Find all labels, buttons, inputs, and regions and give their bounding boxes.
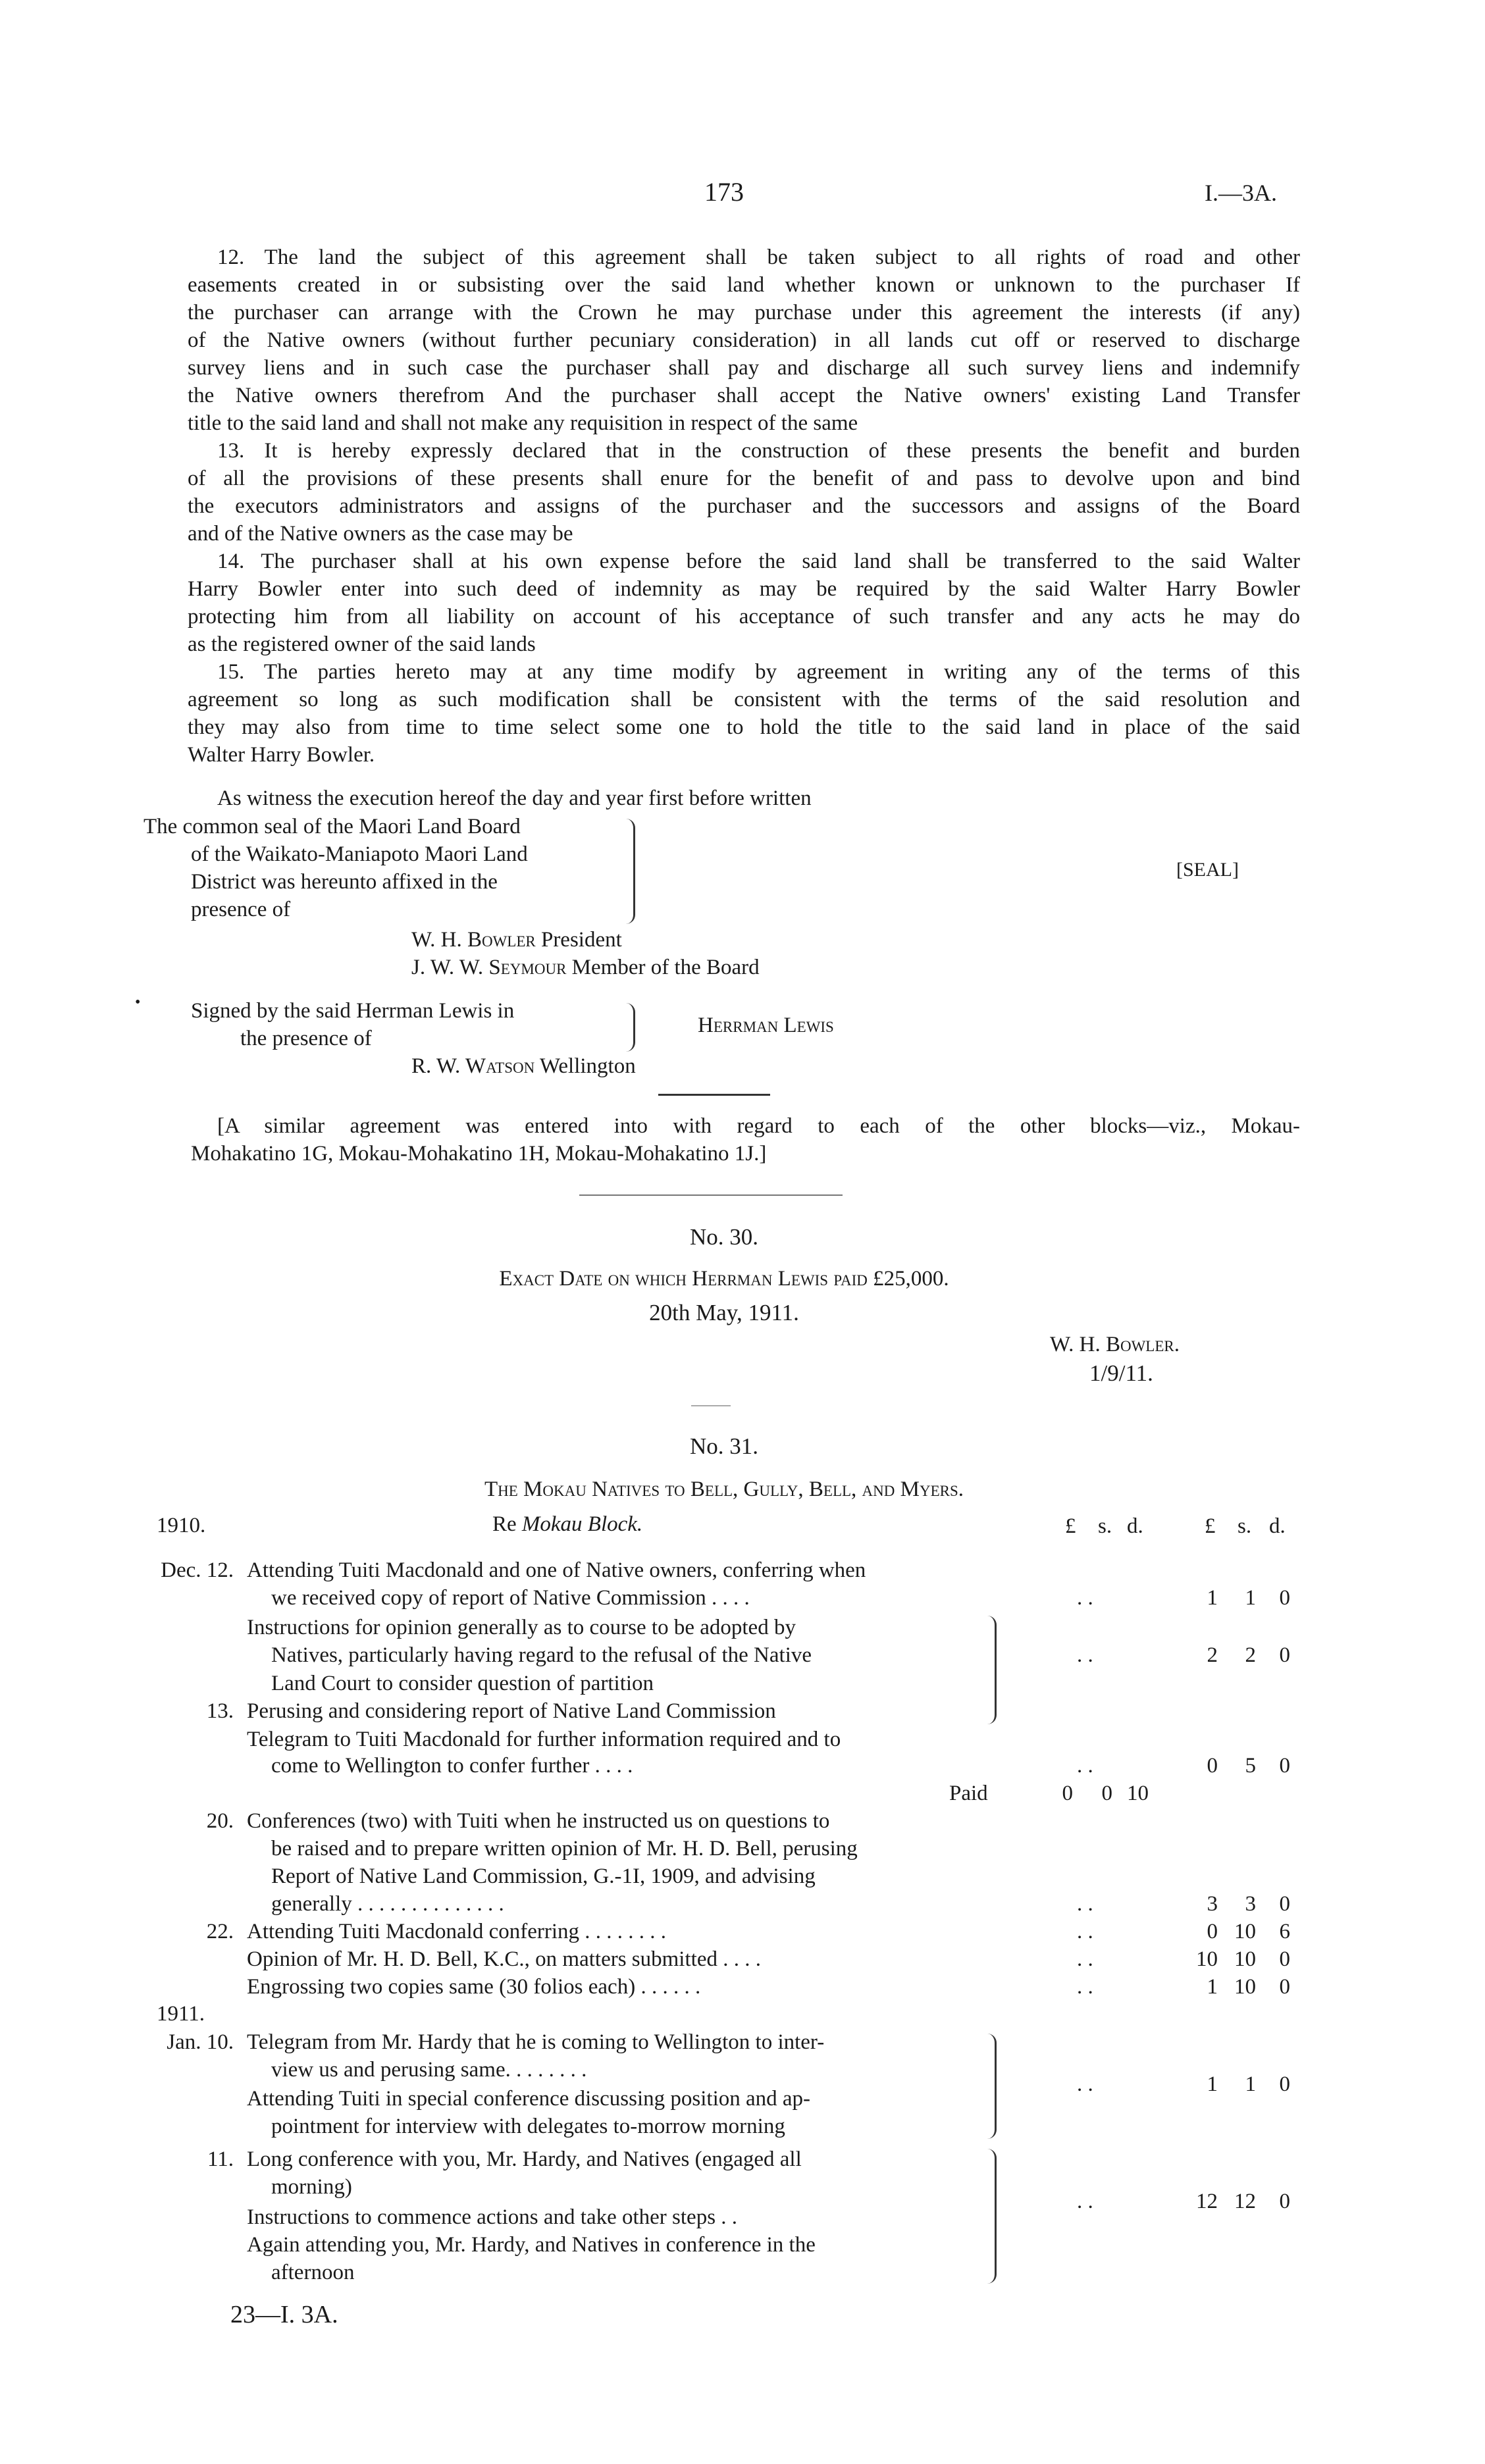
signed-brace bbox=[624, 1003, 635, 1052]
entry-text-line: Land Court to consider question of partition bbox=[271, 1672, 654, 1695]
clause-line: the executors administrators and assigns of the purchaser and the successors and assigns of the Board bbox=[188, 494, 1300, 518]
column-header: d. bbox=[1127, 1514, 1143, 1538]
entry-text-line: Perusing and considering report of Native Land Commission bbox=[247, 1699, 776, 1723]
entry-text-line: be raised and to prepare written opinion of Mr. H. D. Bell, perusing bbox=[271, 1837, 858, 1861]
clause-line: title to the said land and shall not make any requisition in respect of the same bbox=[188, 411, 858, 435]
amount-value: 0 bbox=[1279, 1975, 1290, 1999]
entry-text-line: Report of Native Land Commission, G.-1I, 1909, and advising bbox=[271, 1864, 816, 1888]
entry-text-line: Telegram to Tuiti Macdonald for further information required and to bbox=[247, 1728, 841, 1751]
signatory-role: President bbox=[540, 928, 622, 952]
entry-brace bbox=[985, 2034, 997, 2139]
amount-value: 10 bbox=[1196, 1947, 1218, 1971]
amount-value: 1 bbox=[1245, 2072, 1256, 2096]
entry-text-line: Attending Tuiti Macdonald and one of Native owners, conferring when bbox=[247, 1558, 866, 1582]
signatory-president bbox=[411, 928, 622, 952]
entry-text-line: pointment for interview with delegates to-morrow morning bbox=[271, 2115, 785, 2138]
year-1911: 1911. bbox=[157, 2002, 205, 2026]
entry-brace bbox=[985, 2149, 997, 2284]
clause-line: of the Native owners (without further pecuniary consideration) in all lands cut off or reserved to discharge bbox=[188, 328, 1300, 352]
amount-value: 1 bbox=[1207, 1586, 1218, 1610]
signatory-name: W. H. Bowler bbox=[411, 928, 536, 952]
dots: . . bbox=[1077, 2190, 1093, 2213]
clause-line: 15. The parties hereto may at any time modify by agreement in writing any of the terms of this bbox=[217, 660, 1300, 684]
section-divider bbox=[691, 1405, 731, 1406]
no30-date: 20th May, 1911. bbox=[649, 1300, 799, 1325]
entry-brace bbox=[985, 1616, 997, 1724]
no30-title: Exact Date on which Herrman Lewis paid £25,000. bbox=[499, 1267, 949, 1291]
witness-place: Wellington bbox=[539, 1054, 636, 1078]
block-name: Mokau Block. bbox=[521, 1512, 643, 1536]
entry-text-line: Natives, particularly having regard to the refusal of the Native bbox=[271, 1643, 812, 1667]
clause-line: they may also from time to time select some one to hold the title to the said land in place of the said bbox=[188, 715, 1300, 739]
amount-value: 12 bbox=[1234, 2190, 1256, 2213]
clause-line: of all the provisions of these presents shall enure for the benefit of and pass to devolve upon and bind bbox=[188, 467, 1300, 490]
re-block: Re Mokau Block. bbox=[492, 1512, 643, 1536]
entry-text-line: generally . . . . . . . . . . . . . . bbox=[271, 1892, 504, 1916]
section-divider bbox=[658, 1094, 770, 1096]
signature-mark: 23—I. 3A. bbox=[230, 2301, 338, 2328]
clause-line: as the registered owner of the said lands bbox=[188, 632, 536, 656]
column-header: £ bbox=[1205, 1514, 1216, 1538]
witness-line: As witness the execution hereof the day and year first before written bbox=[217, 786, 812, 810]
witness-signature bbox=[411, 1054, 636, 1079]
entry-text-line: Attending Tuiti in special conference discussing position and ap- bbox=[247, 2087, 811, 2111]
entry-text-line: morning) bbox=[271, 2175, 352, 2199]
no30-heading: No. 30. bbox=[689, 1224, 759, 1250]
no30-signer: W. H. Bowler. bbox=[1050, 1333, 1180, 1356]
entry-date: Jan. 10. bbox=[167, 2030, 234, 2054]
amount-value: 3 bbox=[1245, 1892, 1256, 1916]
amount-value: 1 bbox=[1207, 2072, 1218, 2096]
entry-text-line: Conferences (two) with Tuiti when he instructed us on questions to bbox=[247, 1809, 830, 1833]
entry-text-line: Attending Tuiti Macdonald conferring . . . . . . . . bbox=[247, 1920, 667, 1943]
amount-value: 0 bbox=[1279, 2190, 1290, 2213]
section-divider bbox=[579, 1194, 843, 1196]
amount-value: 2 bbox=[1245, 1643, 1256, 1667]
amount-value: 0 bbox=[1279, 1586, 1290, 1610]
column-header: d. bbox=[1269, 1514, 1286, 1538]
signatory-role: Member of the Board bbox=[571, 956, 760, 979]
no31-heading: No. 31. bbox=[689, 1433, 759, 1459]
entry-date: Dec. 12. bbox=[161, 1558, 234, 1582]
seal-text-line: presence of bbox=[191, 898, 291, 921]
signatory-member bbox=[411, 956, 760, 980]
entry-text-line: afternoon bbox=[271, 2261, 355, 2284]
entry-date: 11. bbox=[207, 2147, 234, 2171]
dots: . . bbox=[1077, 1754, 1093, 1778]
column-header: s. bbox=[1098, 1514, 1112, 1538]
amount-value: 0 bbox=[1279, 2072, 1290, 2096]
seal-text-line: District was hereunto affixed in the bbox=[191, 870, 498, 894]
amount-value: 1 bbox=[1245, 1586, 1256, 1610]
dots: . . bbox=[1077, 1975, 1093, 1999]
dots: . . bbox=[1077, 1892, 1093, 1916]
signed-text-line: Signed by the said Herrman Lewis in bbox=[191, 999, 515, 1023]
clause-line: the purchaser can arrange with the Crown he may purchase under this agreement the interests (if any) bbox=[188, 301, 1300, 324]
amount-value: 3 bbox=[1207, 1892, 1218, 1916]
dots: . . bbox=[1077, 1920, 1093, 1943]
column-header: s. bbox=[1238, 1514, 1252, 1538]
entry-date: 22. bbox=[206, 1920, 234, 1943]
signature-herrman-lewis: Herrman Lewis bbox=[698, 1014, 834, 1037]
clause-line: easements created in or subsisting over the said land whether known or unknown to the purchaser If bbox=[188, 273, 1300, 297]
entry-text-line: Engrossing two copies same (30 folios each) . . . . . . bbox=[247, 1975, 701, 1999]
entry-text-line: Again attending you, Mr. Hardy, and Natives in conference in the bbox=[247, 2233, 816, 2257]
witness-name: R. W. Watson bbox=[411, 1054, 535, 1078]
column-header: £ bbox=[1065, 1514, 1076, 1538]
amount-value: 10 bbox=[1234, 1920, 1256, 1943]
clause-line: and of the Native owners as the case may be bbox=[188, 522, 573, 546]
amount-value: 5 bbox=[1245, 1754, 1256, 1778]
clause-line: agreement so long as such modification shall be consistent with the terms of the said resolution and bbox=[188, 688, 1300, 711]
amount-value: 0 bbox=[1279, 1947, 1290, 1971]
clause-line: survey liens and in such case the purchaser shall pay and discharge all such survey liens and indemnify bbox=[188, 356, 1300, 380]
amount-value: 1 bbox=[1207, 1975, 1218, 1999]
amount-value: 6 bbox=[1279, 1920, 1290, 1943]
dots: . . bbox=[1077, 2072, 1093, 2096]
entry-text-line: Instructions to commence actions and take other steps . . bbox=[247, 2205, 738, 2229]
entry-text-line: Long conference with you, Mr. Hardy, and Natives (engaged all bbox=[247, 2147, 802, 2171]
signed-text-line: the presence of bbox=[240, 1027, 372, 1050]
year-1910: 1910. bbox=[157, 1514, 206, 1537]
dots: . . bbox=[1077, 1947, 1093, 1971]
amount-value: 12 bbox=[1196, 2190, 1218, 2213]
paid-amount-value: 10 bbox=[1127, 1782, 1149, 1805]
clause-line: protecting him from all liability on account of his acceptance of such transfer and any acts he may do bbox=[188, 605, 1300, 629]
entry-text-line: view us and perusing same. . . . . . . . bbox=[271, 2058, 587, 2082]
clause-line: 12. The land the subject of this agreement shall be taken subject to all rights of road and other bbox=[217, 245, 1300, 269]
clause-line: the Native owners therefrom And the purchaser shall accept the Native owners' existing Land Transfer bbox=[188, 384, 1300, 407]
amount-value: 0 bbox=[1279, 1754, 1290, 1778]
amount-value: 0 bbox=[1207, 1920, 1218, 1943]
clause-line: 13. It is hereby expressly declared that in the construction of these presents the benefit and burden bbox=[217, 439, 1300, 463]
entry-text-line: Instructions for opinion generally as to course to be adopted by bbox=[247, 1616, 796, 1639]
page-number: 173 bbox=[704, 177, 744, 207]
dots: . . bbox=[1077, 1643, 1093, 1667]
clause-line: Harry Bowler enter into such deed of indemnity as may be required by the said Walter Harry Bowler bbox=[188, 577, 1300, 601]
no31-title: The Mokau Natives to Bell, Gully, Bell, and Myers. bbox=[484, 1477, 964, 1501]
seal-brace bbox=[624, 819, 635, 924]
amount-value: 2 bbox=[1207, 1643, 1218, 1667]
entry-date: 20. bbox=[206, 1809, 234, 1833]
no30-signed-date: 1/9/11. bbox=[1089, 1360, 1153, 1386]
dots: . . bbox=[1077, 1586, 1093, 1610]
margin-mark: • bbox=[135, 994, 141, 1011]
amount-value: 10 bbox=[1234, 1947, 1256, 1971]
entry-text-line: come to Wellington to confer further . . . . bbox=[271, 1754, 633, 1778]
amount-value: 0 bbox=[1207, 1754, 1218, 1778]
entry-date: 13. bbox=[206, 1699, 234, 1723]
seal-label: [SEAL] bbox=[1176, 859, 1239, 881]
paid-amount-value: 0 bbox=[1101, 1782, 1112, 1805]
entry-text-line: we received copy of report of Native Commission . . . . bbox=[271, 1586, 750, 1610]
amount-value: 10 bbox=[1234, 1975, 1256, 1999]
seal-text-line: of the Waikato-Maniapoto Maori Land bbox=[191, 842, 528, 866]
entry-text-line: Telegram from Mr. Hardy that he is coming to Wellington to inter- bbox=[247, 2030, 825, 2054]
seal-text-line: The common seal of the Maori Land Board bbox=[143, 815, 521, 838]
clause-line: 14. The purchaser shall at his own expense before the said land shall be transferred to the said Walter bbox=[217, 550, 1300, 573]
amount-value: 0 bbox=[1279, 1643, 1290, 1667]
clause-line: Walter Harry Bowler. bbox=[188, 743, 375, 767]
signatory-name: J. W. W. Seymour bbox=[411, 956, 567, 979]
document-reference: I.—3A. bbox=[1205, 180, 1277, 206]
entry-text-line: Opinion of Mr. H. D. Bell, K.C., on matters submitted . . . . bbox=[247, 1947, 761, 1971]
paid-amount-value: 0 bbox=[1062, 1782, 1073, 1805]
similar-agreement-note: Mohakatino 1G, Mokau-Mohakatino 1H, Mokau-Mohakatino 1J.] bbox=[191, 1142, 767, 1166]
entry-text-line: Paid bbox=[949, 1782, 988, 1805]
similar-agreement-note: [A similar agreement was entered into with regard to each of the other blocks—viz., Mokau- bbox=[217, 1114, 1300, 1138]
amount-value: 0 bbox=[1279, 1892, 1290, 1916]
